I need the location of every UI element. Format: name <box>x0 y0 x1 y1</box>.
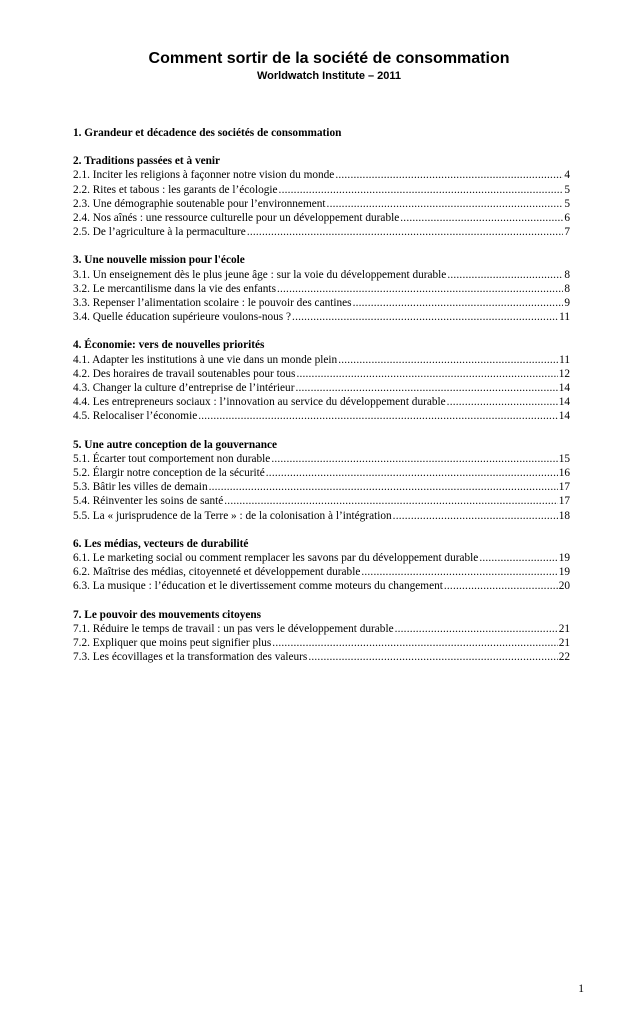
toc-entry[interactable] <box>73 381 570 395</box>
toc-entry-page-number: 22 <box>558 651 570 664</box>
toc-dot-leader <box>395 622 558 636</box>
toc-section <box>73 537 570 594</box>
toc-section <box>73 438 570 523</box>
toc-entry[interactable] <box>73 565 570 579</box>
toc-dot-leader <box>277 282 563 296</box>
toc-entry-page-number: 9 <box>564 297 570 310</box>
toc-entry-title: 5.4. Réinventer les soins de santé <box>73 495 224 508</box>
toc-dot-leader <box>444 579 558 593</box>
toc-entry-page-number: 20 <box>558 580 570 593</box>
toc-dot-leader <box>447 395 558 409</box>
toc-section <box>73 608 570 665</box>
toc-entry[interactable] <box>73 622 570 636</box>
toc-entry[interactable] <box>73 225 570 239</box>
toc-dot-leader <box>327 197 564 211</box>
toc-entry-page-number: 17 <box>558 495 570 508</box>
toc-entry-title: 3.4. Quelle éducation supérieure voulons-nous ? <box>73 311 292 324</box>
toc-dot-leader <box>224 494 557 508</box>
toc-entry[interactable] <box>73 551 570 565</box>
toc-section <box>73 154 570 239</box>
toc-entry-page-number: 7 <box>564 226 570 239</box>
toc-entry-title: 4.5. Relocaliser l’économie <box>73 410 198 423</box>
toc-entry[interactable] <box>73 509 570 523</box>
toc-dot-leader <box>308 650 557 664</box>
toc-entry[interactable] <box>73 310 570 324</box>
page-number: 1 <box>578 983 584 995</box>
toc-entry[interactable] <box>73 409 570 423</box>
toc-entry-page-number: 18 <box>558 509 570 522</box>
toc-entry-title: 5.3. Bâtir les villes de demain <box>73 481 208 494</box>
toc-dot-leader <box>292 310 558 324</box>
toc-entry-page-number: 11 <box>559 311 570 324</box>
toc-section-heading: 5. Une autre conception de la gouvernance <box>73 438 278 451</box>
toc-entry[interactable] <box>73 480 570 494</box>
toc-entry[interactable] <box>73 183 570 197</box>
toc-entry-page-number: 11 <box>559 353 570 366</box>
toc-dot-leader <box>400 211 563 225</box>
toc-entry-title: 4.1. Adapter les institutions à une vie dans un monde plein <box>73 353 338 366</box>
toc-entry-page-number: 8 <box>564 282 570 295</box>
toc-entry-title: 2.5. De l’agriculture à la permaculture <box>73 226 246 239</box>
toc-entry-title: 6.2. Maîtrise des médias, citoyenneté et développement durable <box>73 566 361 579</box>
toc-entry-title: 6.1. Le marketing social ou comment remplacer les savons par du développement durable <box>73 552 479 565</box>
toc-entry[interactable] <box>73 650 570 664</box>
toc-entry[interactable] <box>73 367 570 381</box>
toc-entry-page-number: 5 <box>564 197 570 210</box>
toc-dot-leader <box>247 225 564 239</box>
toc-entry-page-number: 8 <box>564 268 570 281</box>
toc-entry-title: 5.5. La « jurisprudence de la Terre » : de la colonisation à l’intégration <box>73 509 392 522</box>
document-title: Comment sortir de la société de consommation <box>148 50 510 67</box>
toc-entry-page-number: 4 <box>564 169 570 182</box>
toc-entry-page-number: 16 <box>558 467 570 480</box>
toc-entry-title: 4.4. Les entrepreneurs sociaux : l’innovation au service du développement durable <box>73 396 446 409</box>
toc-entry-page-number: 19 <box>558 566 570 579</box>
toc-entry-title: 4.3. Changer la culture d’entreprise de l’intérieur <box>73 382 295 395</box>
toc-entry[interactable] <box>73 296 570 310</box>
toc-entry-title: 5.2. Élargir notre conception de la sécurité <box>73 467 265 480</box>
toc-entry-page-number: 14 <box>558 382 570 395</box>
toc-entry[interactable] <box>73 353 570 367</box>
toc-entry[interactable] <box>73 395 570 409</box>
toc-dot-leader <box>296 367 557 381</box>
toc-entry-title: 2.1. Inciter les religions à façonner notre vision du monde <box>73 169 335 182</box>
toc-section-heading: 2. Traditions passées et à venir <box>73 155 221 168</box>
toc-section-heading: 1. Grandeur et décadence des sociétés de consommation <box>73 127 342 139</box>
toc-entry-title: 7.1. Réduire le temps de travail : un pas vers le développement durable <box>73 622 394 635</box>
toc-entry-title: 2.4. Nos aînés : une ressource culturelle pour un développement durable <box>73 212 400 225</box>
document-subtitle: Worldwatch Institute – 2011 <box>256 70 402 82</box>
toc-dot-leader <box>279 183 564 197</box>
toc-section <box>73 253 570 324</box>
toc-entry[interactable] <box>73 452 570 466</box>
toc-entry-page-number: 15 <box>558 452 570 465</box>
toc-entry-page-number: 17 <box>558 481 570 494</box>
toc-section-heading: 3. Une nouvelle mission pour l'école <box>73 254 245 267</box>
toc-entry-title: 2.3. Une démographie soutenable pour l’environnement <box>73 197 326 210</box>
toc-entry-title: 2.2. Rites et tabous : les garants de l’écologie <box>73 183 278 196</box>
toc-entry-title: 5.1. Écarter tout comportement non durable <box>73 452 271 465</box>
toc-section-heading: 7. Le pouvoir des mouvements citoyens <box>73 608 262 621</box>
toc-dot-leader <box>271 452 557 466</box>
toc-entry[interactable] <box>73 466 570 480</box>
toc-dot-leader <box>393 509 558 523</box>
toc-dot-leader <box>295 381 557 395</box>
toc-section <box>73 338 570 423</box>
toc-entry-page-number: 14 <box>558 396 570 409</box>
toc-entry-title: 7.3. Les écovillages et la transformation des valeurs <box>73 651 308 664</box>
toc-dot-leader <box>209 480 558 494</box>
toc-dot-leader <box>479 551 557 565</box>
toc-dot-leader <box>353 296 564 310</box>
toc-dot-leader <box>335 168 563 182</box>
table-of-contents <box>73 126 570 679</box>
toc-entry[interactable] <box>73 168 570 182</box>
toc-dot-leader <box>361 565 557 579</box>
toc-entry-title: 3.1. Un enseignement dès le plus jeune âge : sur la voie du développement durable <box>73 268 447 281</box>
toc-entry[interactable] <box>73 636 570 650</box>
toc-entry-page-number: 21 <box>558 622 570 635</box>
toc-entry-page-number: 14 <box>558 410 570 423</box>
toc-entry[interactable] <box>73 579 570 593</box>
toc-section-heading: 6. Les médias, vecteurs de durabilité <box>73 537 249 550</box>
toc-entry-title: 4.2. Des horaires de travail soutenables pour tous <box>73 367 296 380</box>
toc-entry-page-number: 6 <box>564 212 570 225</box>
toc-dot-leader <box>338 353 558 367</box>
toc-entry[interactable] <box>73 268 570 282</box>
toc-entry[interactable] <box>73 211 570 225</box>
toc-entry-title: 3.2. Le mercantilisme dans la vie des enfants <box>73 282 276 295</box>
toc-entry[interactable] <box>73 282 570 296</box>
toc-section <box>73 126 570 140</box>
toc-entry-title: 7.2. Expliquer que moins peut signifier plus <box>73 637 272 650</box>
toc-entry-title: 6.3. La musique : l’éducation et le divertissement comme moteurs du changement <box>73 580 443 593</box>
toc-dot-leader <box>198 409 557 423</box>
toc-section-heading: 4. Économie: vers de nouvelles priorités <box>73 339 265 352</box>
toc-dot-leader <box>272 636 557 650</box>
toc-entry[interactable] <box>73 197 570 211</box>
toc-dot-leader <box>447 268 563 282</box>
toc-dot-leader <box>266 466 558 480</box>
toc-entry-title: 3.3. Repenser l’alimentation scolaire : le pouvoir des cantines <box>73 297 352 310</box>
toc-entry[interactable] <box>73 494 570 508</box>
toc-entry-page-number: 21 <box>558 637 570 650</box>
toc-entry-page-number: 5 <box>564 183 570 196</box>
toc-entry-page-number: 19 <box>558 552 570 565</box>
toc-entry-page-number: 12 <box>558 367 570 380</box>
